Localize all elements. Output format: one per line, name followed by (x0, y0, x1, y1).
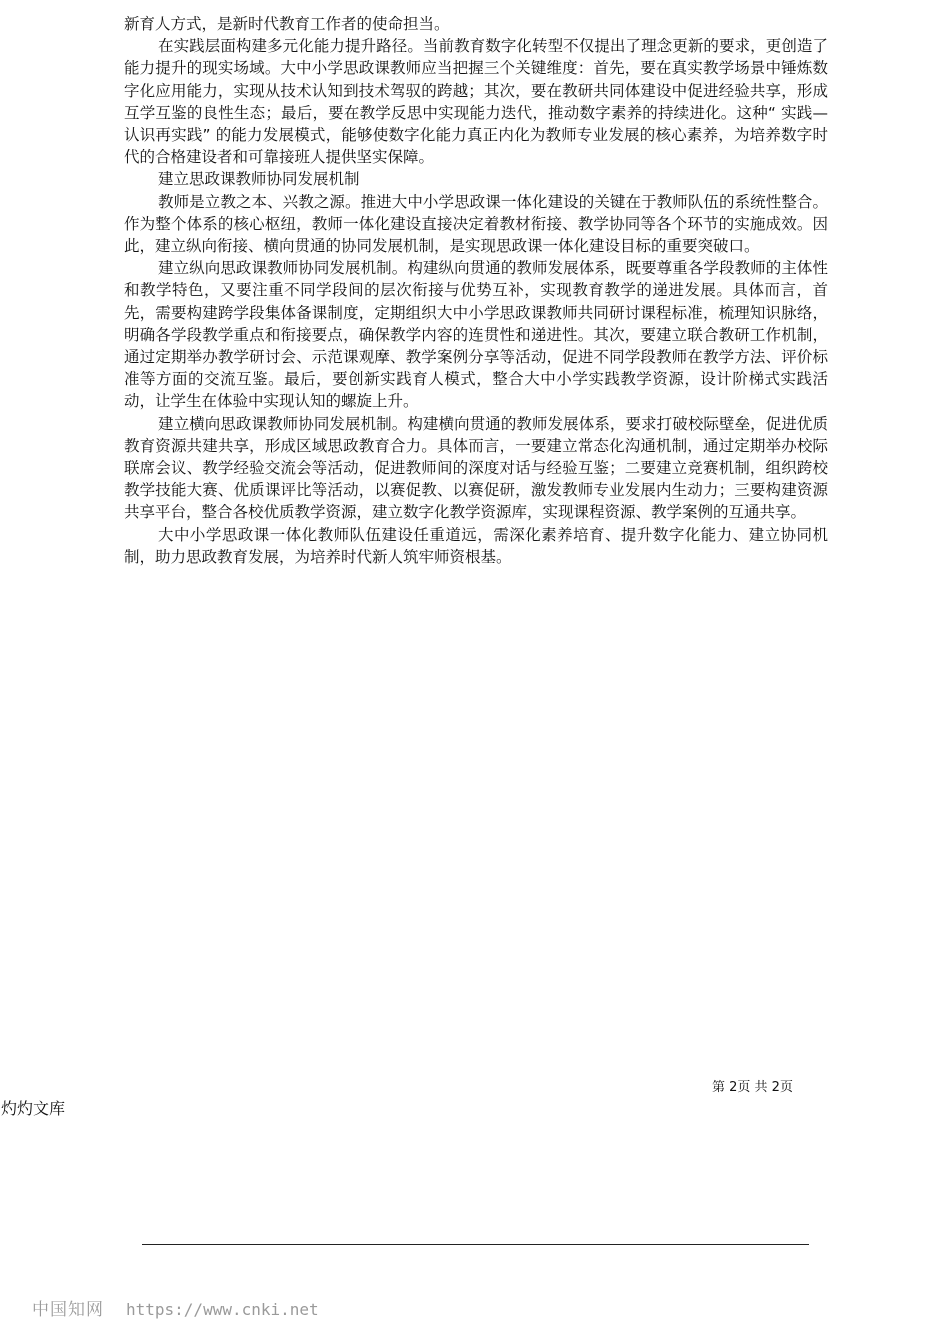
paragraph-4: 建立纵向思政课教师协同发展机制。构建纵向贯通的教师发展体系，既要尊重各学段教师的主体性和教学特色，又要注重不同学段间的层次衔接与优势互补，实现教育教学的递进发展。具体而言，首先，需要构建跨学段集体备课制度，定期组织大中小学思政课教师共同研讨课程标准，梳理知识脉络，明确各学段教学重点和衔接要点，确保教学内容的连贯性和递进性。其次，要建立联合教研工作机制，通过定期举办教学研讨会、示范课观摩、教学案例分享等活动，促进不同学段教师在教学方法、评价标准等方面的交流互鉴。最后，要创新实践育人模式，整合大中小学实践教学资源，设计阶梯式实践活动，让学生在体验中实现认知的螺旋上升。 (124, 259, 828, 411)
footer-divider (142, 1244, 809, 1245)
page-number: 第 2页 共 2页 (712, 1080, 793, 1095)
article-body (124, 13, 828, 568)
library-name: 灼灼文库 (1, 1099, 66, 1118)
cnki-url-link[interactable]: https://www.cnki.net (126, 1300, 319, 1319)
section-heading: 建立思政课教师协同发展机制 (158, 170, 360, 189)
cnki-site-name: 中国知网 (32, 1300, 104, 1320)
paragraph-3: 教师是立教之本、兴教之源。推进大中小学思政课一体化建设的关键在于教师队伍的系统性整合。作为整个体系的核心枢纽，教师一体化建设直接决定着教材衔接、教学协同等各个环节的实施成效。因此，建立纵向衔接、横向贯通的协同发展机制，是实现思政课一体化建设目标的重要突破口。 (124, 192, 828, 256)
cnki-footer (32, 1295, 319, 1320)
paragraph-1: 新育人方式，是新时代教育工作者的使命担当。 (124, 15, 450, 33)
paragraph-6: 大中小学思政课一体化教师队伍建设任重道远，需深化素养培育、提升数字化能力、建立协同机制，助力思政教育发展，为培养时代新人筑牢师资根基。 (124, 525, 828, 566)
paragraph-5: 建立横向思政课教师协同发展机制。构建横向贯通的教师发展体系，要求打破校际壁垒，促进优质教育资源共建共享，形成区域思政教育合力。具体而言，一要建立常态化沟通机制，通过定期举办校际联席会议、教学经验交流会等活动，促进教师间的深度对话与经验互鉴；二要建立竞赛机制，组织跨校教学技能大赛、优质课评比等活动，以赛促教、以赛促研，激发教师专业发展内生动力；三要构建资源共享平台，整合各校优质教学资源，建立数字化教学资源库，实现课程资源、教学案例的互通共享。 (124, 414, 828, 522)
paragraph-2: 在实践层面构建多元化能力提升路径。当前教育数字化转型不仅提出了理念更新的要求，更创造了能力提升的现实场域。大中小学思政课教师应当把握三个关键维度：首先，要在真实教学场景中锤炼数字化应用能力，实现从技术认知到技术驾驭的跨越；其次，要在教研共同体建设中促进经验共享，形成互学互鉴的良性生态；最后，要在教学反思中实现能力迭代，推动数字素养的持续进化。这种“ 实践—认识再实践” 的能力发展模式，能够使数字化能力真正内化为教师专业发展的核心素养，为培养数字时代的合格建设者和可靠接班人提供坚实保障。 (124, 37, 828, 167)
